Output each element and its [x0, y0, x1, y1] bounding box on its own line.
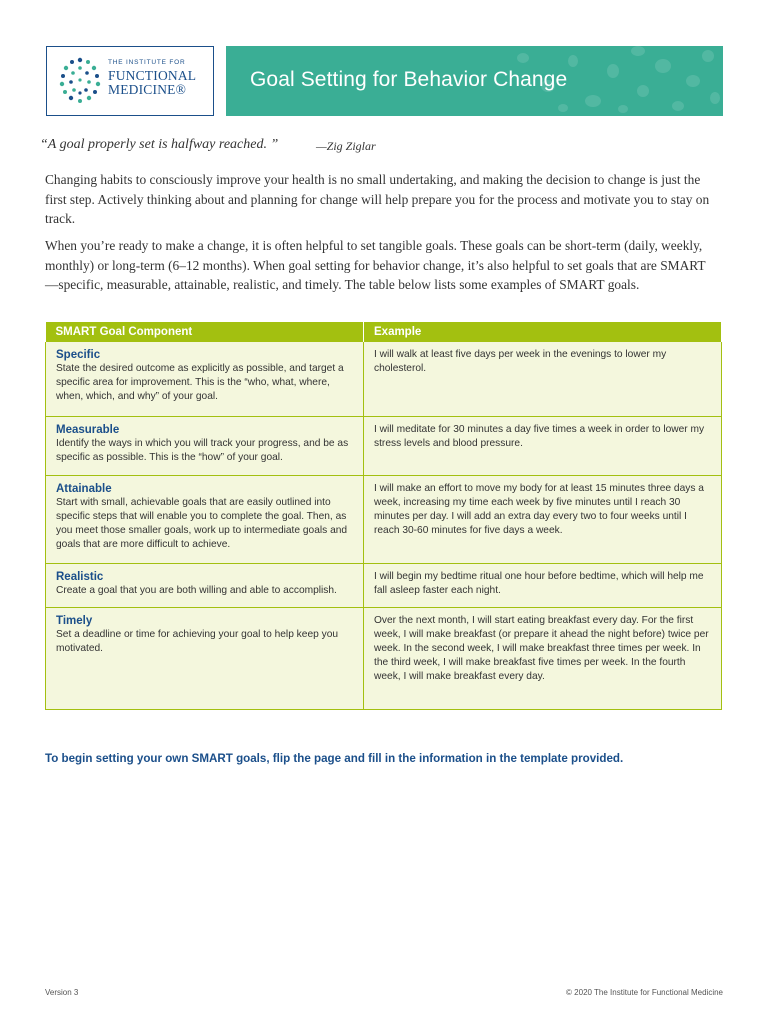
component-description: Create a goal that you are both willing and able to accomplish. — [56, 584, 337, 596]
component-name: Timely — [56, 614, 93, 627]
intro-paragraph-1: Changing habits to consciously improve your health is no small undertaking, and making the decision to change is just the first step. Actively thinking about and planning for change will help prepare you for the process and motivate you to stay on track. — [45, 172, 710, 226]
table-row — [46, 563, 722, 607]
table-row — [46, 342, 722, 416]
component-name: Specific — [56, 349, 101, 361]
table-row — [46, 475, 722, 563]
logo-line-2: MEDICINE® — [108, 81, 187, 97]
component-cell — [46, 475, 364, 563]
column-header-component: SMART Goal Component — [46, 322, 364, 342]
table-row — [46, 607, 722, 709]
title-banner — [226, 46, 723, 116]
logo — [46, 46, 214, 116]
footer-version: Version 3 — [45, 988, 79, 997]
example-cell: I will walk at least five days per week in the evenings to lower my cholesterol. — [364, 342, 722, 416]
component-name: Realistic — [56, 570, 104, 583]
example-cell: I will make an effort to move my body for at least 15 minutes three days a week, increasing my time each week by five minutes until I reach 30 minutes per day. I will add an extra day every two to four weeks until I reach 30-60 minutes for five days a week. — [364, 475, 722, 563]
component-name: Attainable — [56, 482, 112, 495]
component-cell — [46, 342, 364, 416]
table-row — [46, 416, 722, 475]
example-cell: I will begin my bedtime ritual one hour before bedtime, which will help me fall asleep faster each night. — [364, 563, 722, 607]
footer-copyright: © 2020 The Institute for Functional Medicine — [566, 988, 723, 997]
component-cell — [46, 563, 364, 607]
intro-paragraph-2: When you’re ready to make a change, it is often helpful to set tangible goals. These goals can be short-term (daily, weekly, monthly) or long-term (6–12 months). When goal setting for behavior change, it’s also helpful to set goals that are SMART—specific, measurable, attainable, realistic, and timely. The table below lists some examples of SMART goals. — [45, 238, 706, 292]
table-header-row — [46, 322, 722, 342]
component-description: Start with small, achievable goals that are easily outlined into specific steps that will enable you to complete the goal. Then, as you meet those smaller goals, work up to intermediate goals and goals that are more difficult to achieve. — [56, 496, 348, 551]
component-description: Identify the ways in which you will track your progress, and be as specific as possible. This is the “how” of your goal. — [56, 437, 349, 463]
quote-author: —Zig Ziglar — [316, 139, 376, 153]
logo-mark-icon — [57, 56, 103, 108]
component-name: Measurable — [56, 423, 120, 436]
page-title: Goal Setting for Behavior Change — [250, 68, 568, 91]
logo-line-1: FUNCTIONAL — [108, 67, 197, 83]
component-cell — [46, 607, 364, 709]
call-to-action: To begin setting your own SMART goals, flip the page and fill in the information in the template provided. — [45, 752, 624, 765]
column-header-example: Example — [364, 322, 722, 342]
logo-text — [108, 60, 196, 97]
component-description: Set a deadline or time for achieving your goal to help keep you motivated. — [56, 628, 339, 654]
smart-goals-table — [45, 322, 722, 710]
logo-line-small: THE INSTITUTE FOR — [108, 59, 186, 66]
component-cell — [46, 416, 364, 475]
quote-text: “A goal properly set is halfway reached. ” — [40, 137, 279, 152]
component-description: State the desired outcome as explicitly as possible, and target a specific area for improvement. This is the “who, what, where, when, which, and why” of your goal. — [56, 363, 344, 403]
example-cell: Over the next month, I will start eating breakfast every day. For the first week, I will make breakfast (or prepare it ahead the night before) twice per week. In the second week, I will make breakfast three times per week. In the third week, I will make breakfast five times per week. In the fourth week, I will make breakfast every day. — [364, 607, 722, 709]
example-cell: I will meditate for 30 minutes a day five times a week in order to lower my stress levels and blood pressure. — [364, 416, 722, 475]
